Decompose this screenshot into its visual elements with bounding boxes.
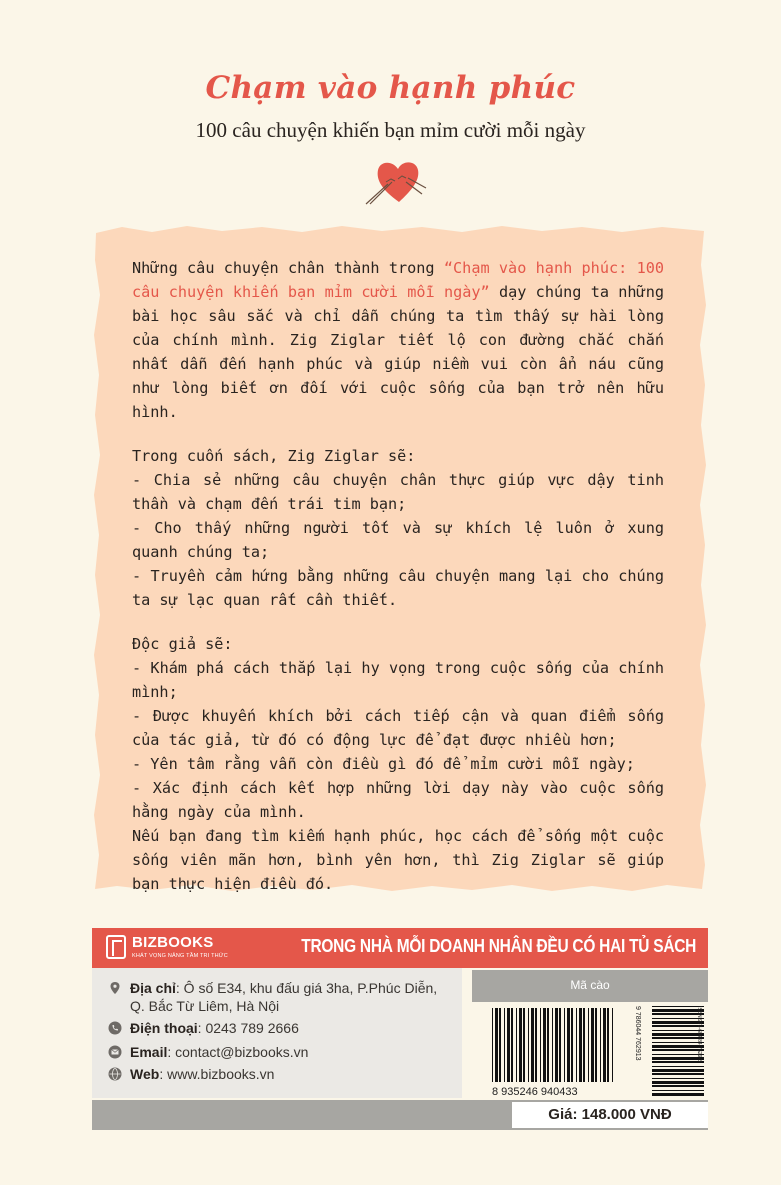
reader-point: - Yên tâm rằng vẫn còn điều gì đó để mỉm cười mỗi ngày; [132,755,635,773]
scratch-code-label: Mã cào [570,978,610,992]
web-label: Web [130,1066,160,1082]
barcode-bar [607,1008,609,1082]
author-point: - Truyền cảm hứng bằng những câu chuyện mang lại cho chúng ta sự lạc quan rất cần thiết. [132,567,664,609]
phone-value: : 0243 789 2666 [197,1020,299,1036]
barcode-bar [567,1008,570,1082]
address-label: Địa chỉ [130,980,176,996]
phone-text [130,1018,299,1038]
book-subtitle: 100 câu chuyện khiến bạn mỉm cười mỗi ngày [195,118,586,142]
barcode-bar [531,1008,534,1082]
scratch-code-box [472,970,708,1002]
barcode-bar [519,1008,522,1082]
author-point: - Chia sẻ những câu chuyện chân thực giúp vực dậy tinh thần và chạm đến trái tim bạn; [132,471,664,513]
barcode-bar [652,1066,704,1067]
barcode-bar [652,1069,704,1072]
address-line1: : Ô số E34, khu đấu giá 3ha, P.Phúc Diễn, [175,980,438,996]
author-heading: Trong cuốn sách, Zig Ziglar sẽ: [132,447,416,465]
web-text [130,1064,274,1084]
reader-point: - Khám phá cách thắp lại hy vọng trong cuộc sống của chính mình; [132,659,664,701]
barcode-bar [588,1008,589,1082]
barcode-bar [652,1090,704,1091]
ean-barcode [490,1008,618,1098]
price-label: Giá: 148.000 VNĐ [512,1102,708,1128]
barcode-bar [564,1008,565,1082]
barcode-bar [652,1093,704,1096]
barcode-bar [579,1008,582,1082]
heart-with-hands-icon [362,152,432,208]
barcode-bar [571,1008,573,1082]
isbn-text: ISBN 978-604-84-7629-3 [696,1006,702,1062]
isbn-digits: 9 786044 762913 [634,1006,641,1061]
ean-barcode-bars [492,1008,613,1082]
barcode-bar [595,1008,597,1082]
barcode-bar [576,1008,577,1082]
reader-point: - Xác định cách kết hợp những lời dạy này vào cuộc sống hằng ngày của mình. [132,779,664,821]
email-value: : contact@bizbooks.vn [167,1044,309,1060]
author-point: - Cho thấy những người tốt và sự khích lệ luôn ở xung quanh chúng ta; [132,519,664,561]
email-icon [108,1045,122,1059]
logo-tagline: KHÁT VỌNG NÂNG TẦM TRI THỨC [132,953,228,959]
email-label: Email [130,1044,168,1060]
closing-paragraph: Nếu bạn đang tìm kiếm hạnh phúc, học cách để sống một cuộc sống viên mãn hơn, bình yên hơn, thì Zig Ziglar sẽ giúp bạn thực hiện điều đó. [132,827,664,893]
publisher-slogan: TRONG NHÀ MỖI DOANH NHÂN ĐỀU CÓ HAI TỦ SÁCH [301,936,696,956]
reader-point: - Được khuyến khích bởi cách tiếp cận và quan điểm sống của tác giả, từ đó có động lực để đạt được nhiều hơn; [132,707,664,749]
barcode-bar [535,1008,537,1082]
barcode-bar [591,1008,594,1082]
barcode-bar [492,1008,493,1082]
address-text [130,978,437,998]
blurb-text [132,256,664,896]
reader-heading: Độc giả sẽ: [132,635,233,653]
book-title-quote: “Chạm vào hạnh phúc: 100 câu chuyện khiến bạn mỉm cười mỗi ngày” [132,259,665,301]
bizbooks-logo [106,933,228,963]
location-pin-icon [108,981,122,995]
barcode-bar [504,1008,505,1082]
logo-name: BIZBOOKS [132,934,214,951]
barcode-bar [612,1008,613,1082]
intro-text-end: dạy chúng ta những bài học sâu sắc và chỉ dẫn chúng ta tìm thấy sự hài lòng của chính mình. Zig Ziglar tiết lộ con đường chắc chắn nhất dẫn đến hạnh phúc và giúp niềm vui còn ẩn náu cũng như lòng biết ơn đối với cuộc sống của bạn trở nên hữu hình. [132,283,664,421]
phone-icon [108,1021,122,1035]
barcode-bar [559,1008,561,1082]
barcode-bar [543,1008,546,1082]
barcode-bar [583,1008,585,1082]
isbn-barcode [634,1004,704,1098]
globe-icon [108,1067,122,1081]
phone-label: Điện thoại [130,1020,198,1036]
web-value: : www.bizbooks.vn [159,1066,275,1082]
barcode-bar [552,1008,553,1082]
book-title: Chạm vào hạnh phúc [205,70,576,106]
barcode-bar [516,1008,517,1082]
intro-paragraph [132,256,664,424]
email-text [130,1042,308,1062]
barcode-bar [603,1008,606,1082]
address-line2: Q. Bắc Từ Liêm, Hà Nội [130,998,280,1014]
ean-number: 8 935246 940433 [492,1086,578,1098]
barcode-bar [652,1085,704,1087]
barcode-bar [523,1008,525,1082]
barcode-bar [540,1008,541,1082]
bizbooks-logo-icon [106,935,126,959]
barcode-bar [495,1008,498,1082]
barcode-bar [652,1073,704,1075]
barcode-bar [499,1008,501,1082]
barcode-bar [555,1008,558,1082]
barcode-bar [652,1078,704,1079]
barcode-bar [511,1008,513,1082]
intro-text-start: Những câu chuyện chân thành trong [132,259,444,277]
publisher-contact-panel [92,968,462,1098]
barcode-bar [528,1008,529,1082]
barcode-bar [507,1008,510,1082]
publisher-banner [92,928,708,968]
barcode-bar [600,1008,601,1082]
barcode-bar [547,1008,549,1082]
barcode-bar [652,1081,704,1084]
